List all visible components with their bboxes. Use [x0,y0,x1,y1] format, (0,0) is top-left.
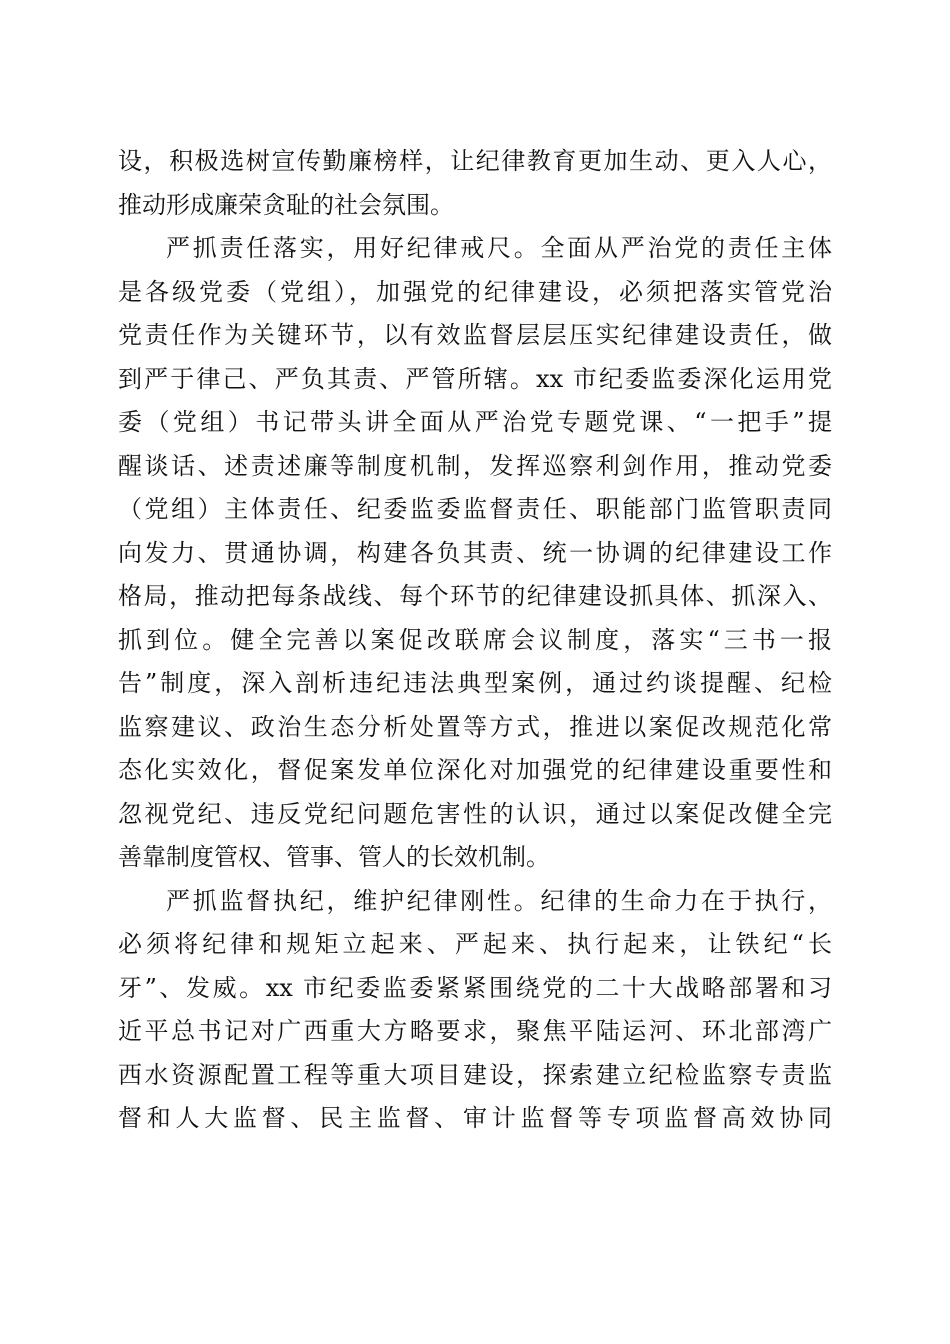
paragraph-3-line-1: 严抓监督执纪，维护纪律刚性。纪律的生命力在于执行， [166,886,832,915]
paragraph-3-line-2: 必须将纪律和规矩立起来、严起来、执行起来，让铁纪“长 [118,930,832,958]
paragraph-3-line-4: 近平总书记对广西重大方略要求，聚焦平陆运河、环北部湾广 [118,1017,832,1045]
paragraph-1-line-2: 推动形成廉荣贪耻的社会氛围。 [118,190,454,219]
paragraph-2-line-3: 党责任作为关键环节，以有效监督层层压实纪律建设责任，做 [118,321,832,349]
paragraph-2-line-13: 态化实效化，督促案发单位深化对加强党的纪律建设重要性和 [118,756,832,784]
paragraph-2-line-4: 到严于律己、严负其责、严管所辖。xx 市纪委监委深化运用党 [118,364,832,393]
paragraph-2-line-2: 是各级党委（党组），加强党的纪律建设，必须把落实管党治 [118,277,832,306]
paragraph-2-line-6: 醒谈话、述责述廉等制度机制，发挥巡察利剑作用，推动党委 [118,451,832,480]
paragraph-3-line-5: 西水资源配置工程等重大项目建设，探索建立纪检监察专责监 [118,1060,832,1089]
paragraph-2-line-10: 抓到位。健全完善以案促改联席会议制度，落实“三书一报 [118,625,832,654]
paragraph-3-line-6: 督和人大监督、民主监督、审计监督等专项监督高效协同 [118,1104,832,1132]
paragraph-2-line-14: 忽视党纪、违反党纪问题危害性的认识，通过以案促改健全完 [118,799,832,828]
body-text [118,140,832,1141]
paragraph-2-line-1: 严抓责任落实，用好纪律戒尺。全面从严治党的责任主体 [166,234,832,262]
paragraph-2-line-9: 格局，推动把每条战线、每个环节的纪律建设抓具体、抓深入、 [118,582,832,610]
paragraph-2-line-12: 监察建议、政治生态分析处置等方式，推进以案促改规范化常 [118,712,832,741]
paragraph-2-line-11: 告”制度，深入剖析违纪违法典型案例，通过约谈提醒、纪检 [118,669,832,697]
paragraph-2-line-8: 向发力、贯通协调，构建各负其责、统一协调的纪律建设工作 [118,538,832,567]
paragraph-2-line-15: 善靠制度管权、管事、管人的长效机制。 [118,843,550,871]
paragraph-2-line-5: 委（党组）书记带头讲全面从严治党专题党课、“一把手”提 [118,408,832,436]
paragraph-1-line-1: 设，积极选树宣传勤廉榜样，让纪律教育更加生动、更入人心， [118,147,832,175]
paragraph-2-line-7: （党组）主体责任、纪委监委监督责任、职能部门监管职责同 [118,495,832,523]
paragraph-3-line-3: 牙”、发威。xx 市纪委监委紧紧围绕党的二十大战略部署和习 [118,973,832,1002]
